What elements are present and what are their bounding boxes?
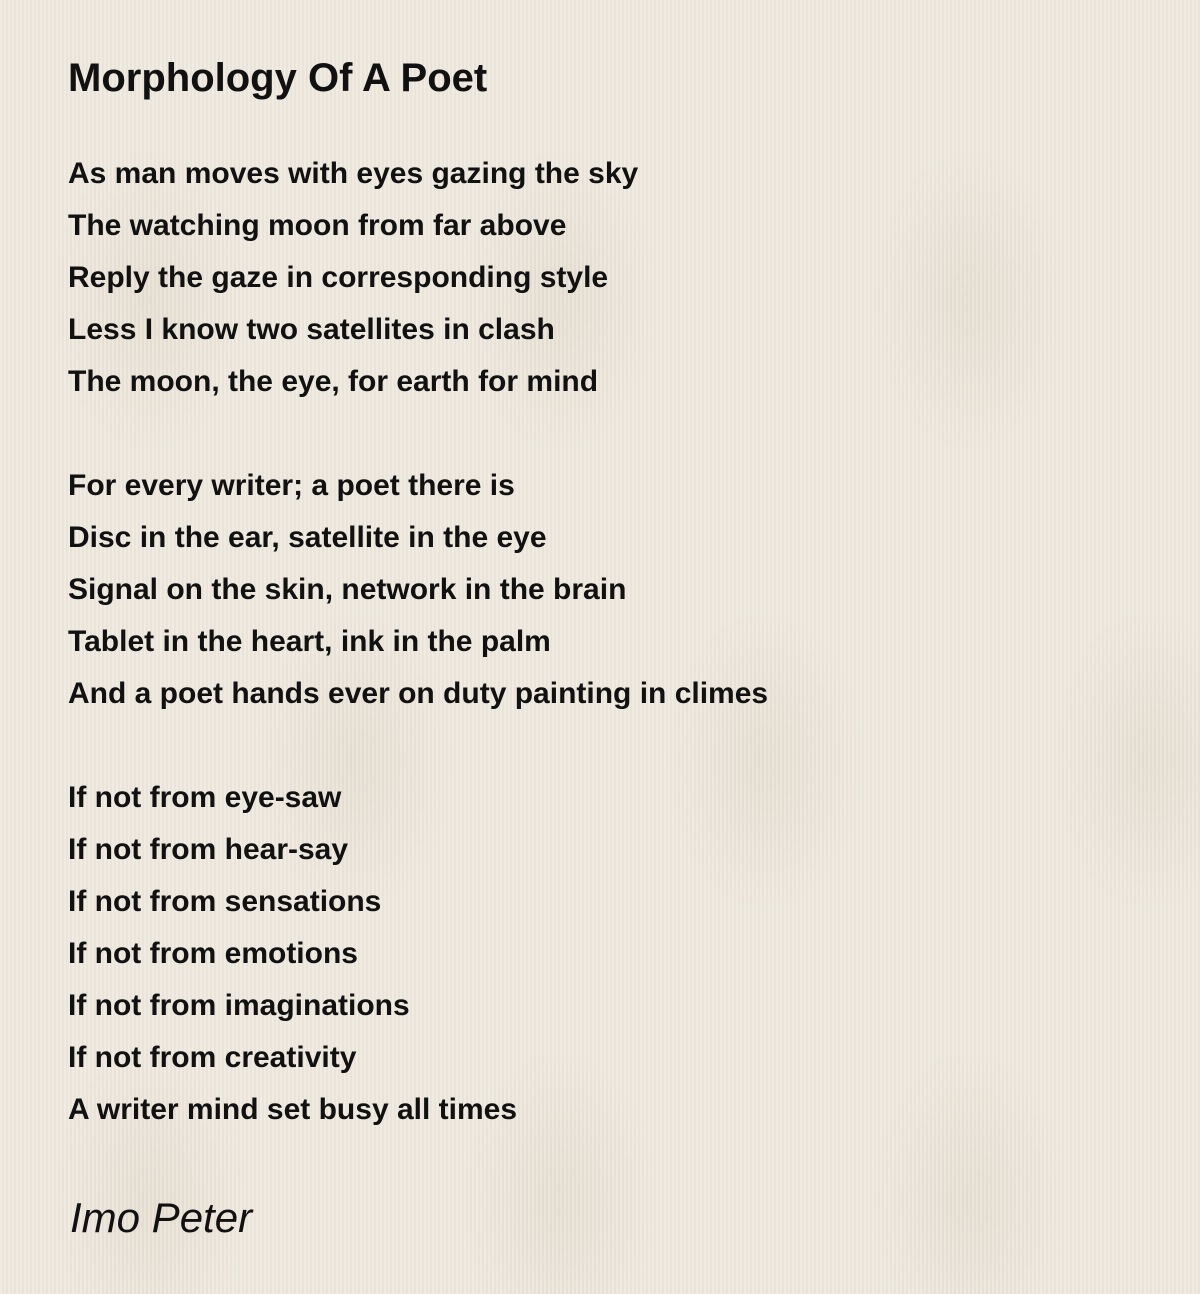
- poem-body: [68, 148, 1148, 1136]
- poem-line: Reply the gaze in corresponding style: [68, 261, 609, 294]
- poem-line: If not from imaginations: [68, 989, 410, 1022]
- poem-line: Less I know two satellites in clash: [68, 313, 555, 346]
- poem-line: If not from hear-say: [68, 833, 349, 866]
- poem-line: If not from emotions: [68, 937, 358, 970]
- poem-author: Imo Peter: [70, 1194, 253, 1241]
- poem-line: A writer mind set busy all times: [68, 1093, 518, 1126]
- poem-line: As man moves with eyes gazing the sky: [68, 157, 639, 190]
- poem-line: Disc in the ear, satellite in the eye: [68, 521, 547, 554]
- poem: [68, 52, 1148, 1188]
- stanza-3: [68, 772, 1148, 1136]
- stanza-2: [68, 460, 1148, 720]
- poem-line: If not from sensations: [68, 885, 382, 918]
- poem-line: Tablet in the heart, ink in the palm: [68, 625, 551, 658]
- poem-line: If not from eye-saw: [68, 781, 342, 814]
- stanza-1: [68, 148, 1148, 408]
- poem-line: The watching moon from far above: [68, 209, 567, 242]
- poem-line: Signal on the skin, network in the brain: [68, 573, 627, 606]
- poem-line: If not from creativity: [68, 1041, 357, 1074]
- poem-title: Morphology Of A Poet: [68, 56, 488, 100]
- poem-line: For every writer; a poet there is: [68, 469, 515, 502]
- poem-line: The moon, the eye, for earth for mind: [68, 365, 599, 398]
- poem-line: And a poet hands ever on duty painting in climes: [68, 677, 769, 710]
